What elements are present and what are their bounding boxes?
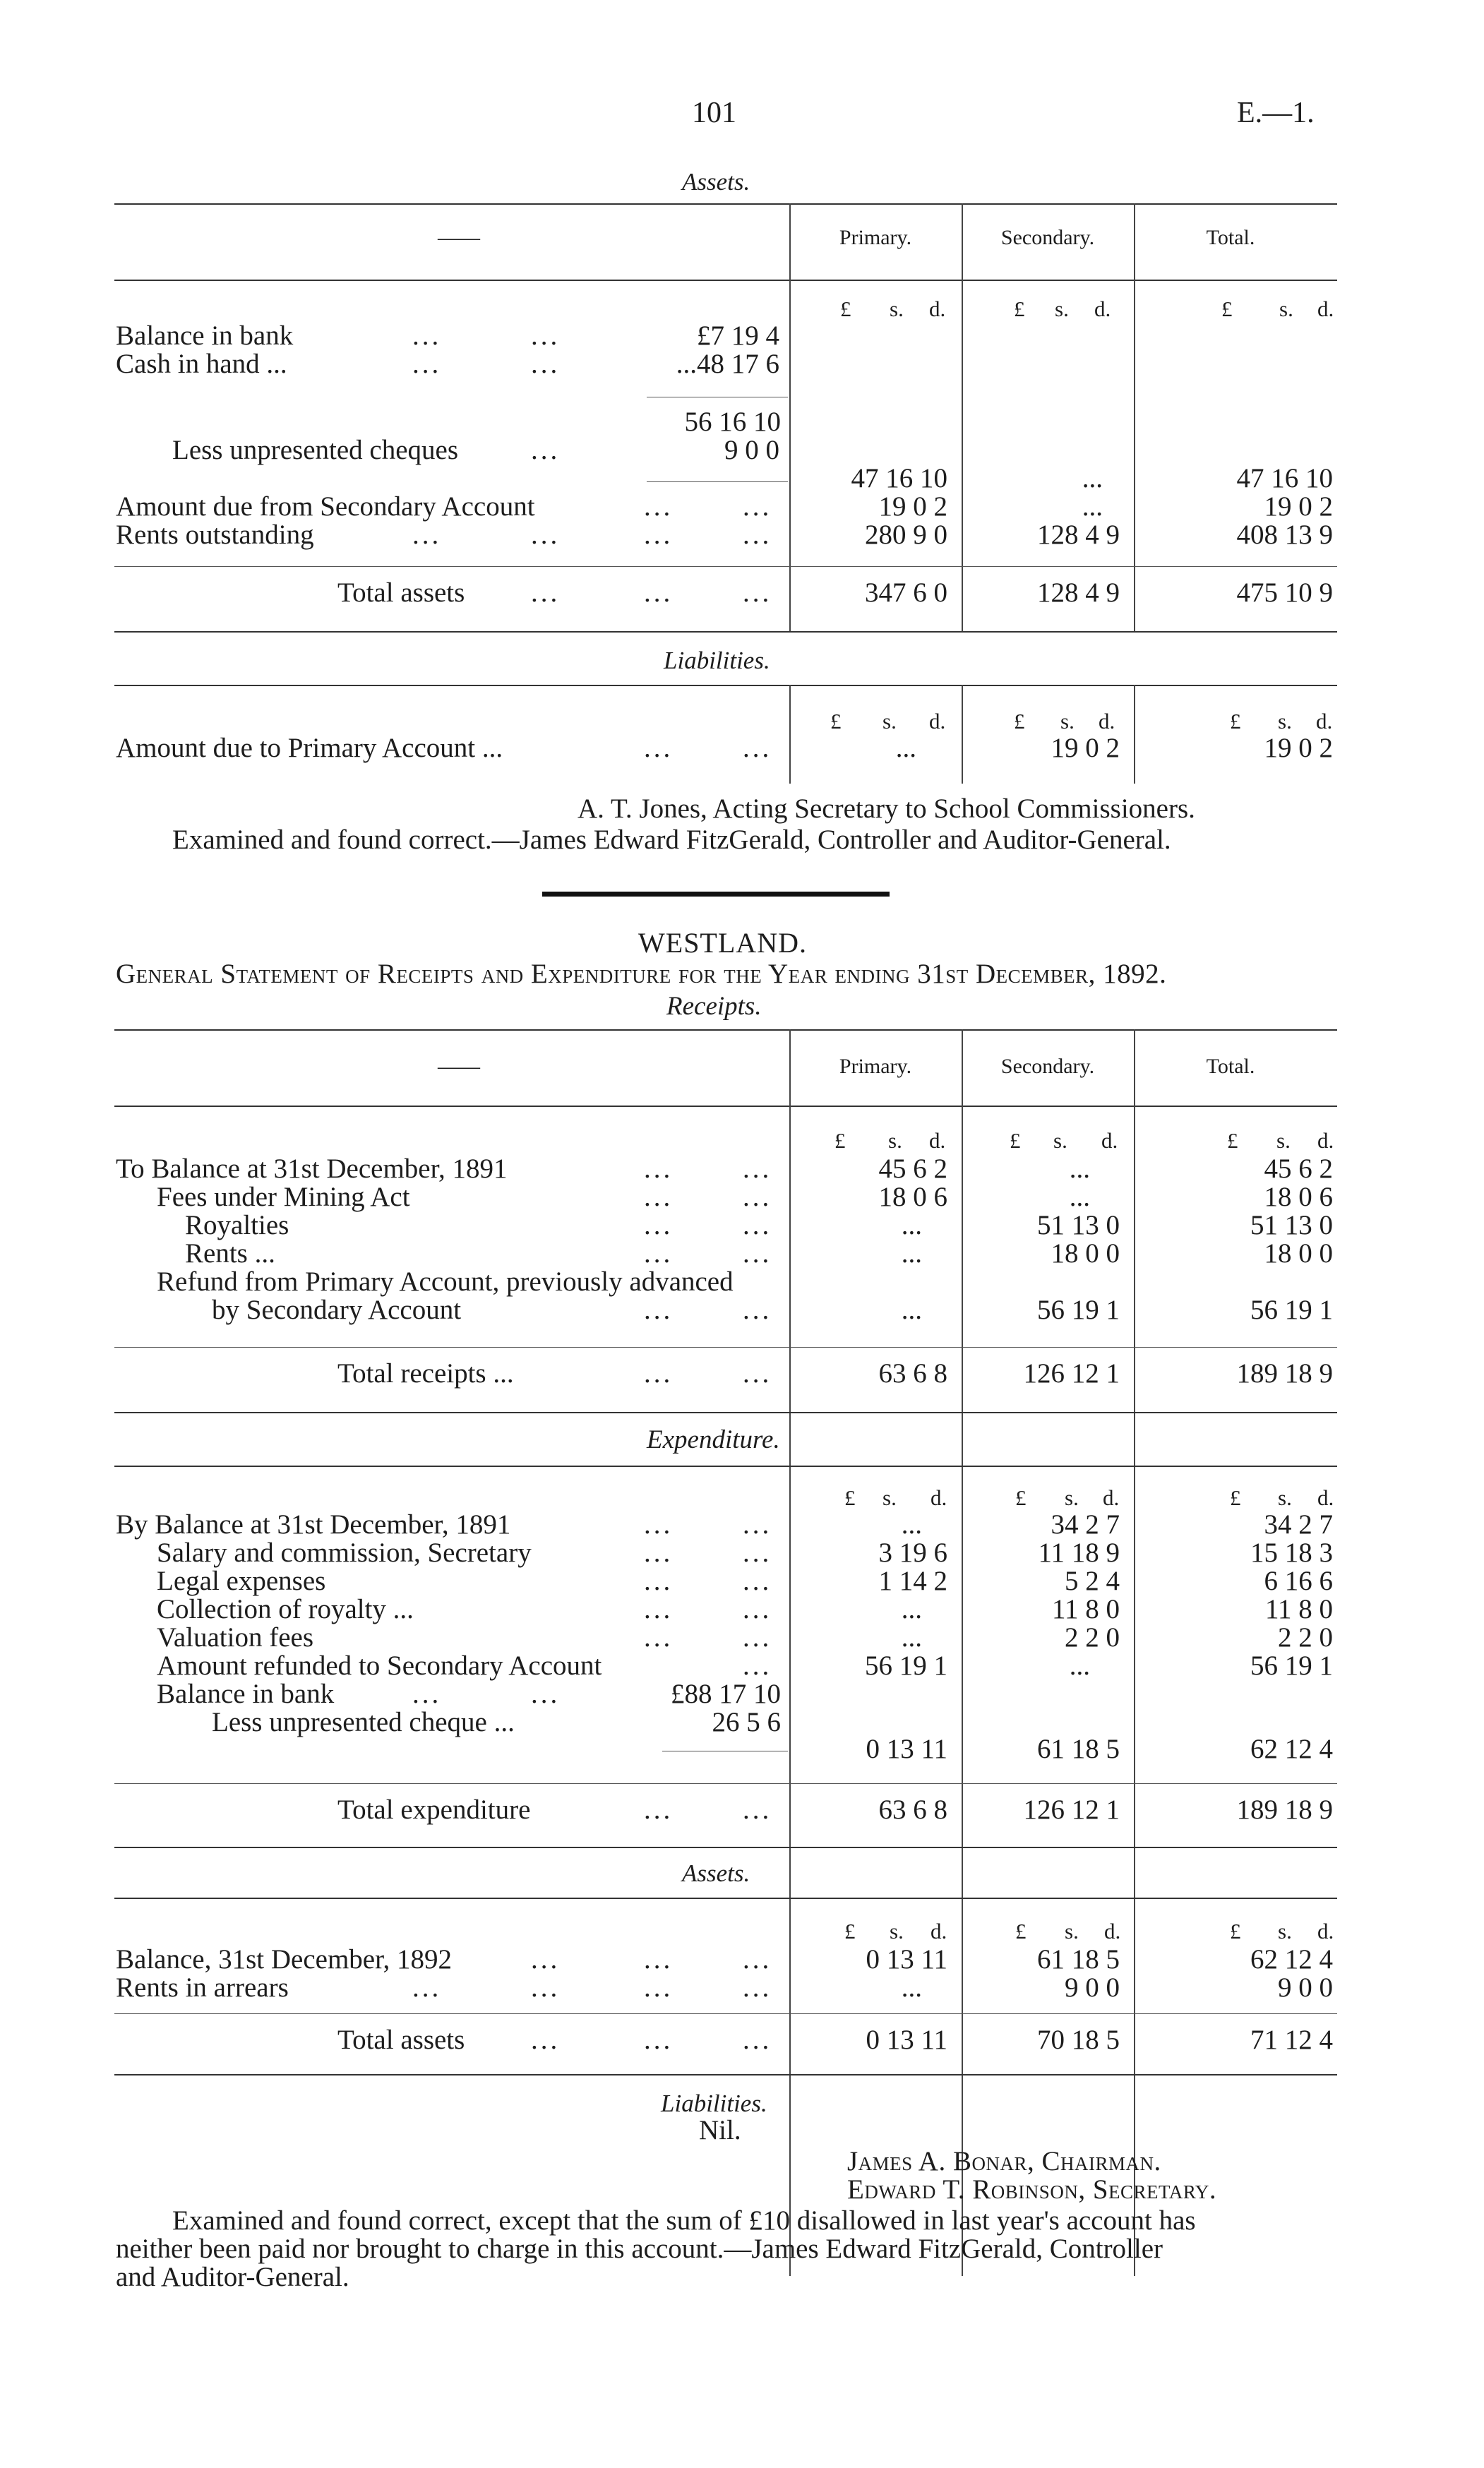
lsd-s: s. xyxy=(1278,1485,1292,1510)
secondary-value: 2 2 0 xyxy=(1065,1622,1120,1653)
inner-amount: 26 5 6 xyxy=(712,1707,781,1737)
primary-value: ... xyxy=(901,1210,922,1240)
rule xyxy=(114,203,1337,205)
column-divider xyxy=(962,685,963,784)
row-label: Collection of royalty ... xyxy=(157,1594,414,1624)
secondary-value: 11 18 9 xyxy=(1038,1538,1120,1568)
total-value: 408 13 9 xyxy=(1236,520,1333,550)
leader-dots: ... xyxy=(644,1295,674,1325)
lsd-d: d. xyxy=(1101,1128,1118,1153)
lsd-d: d. xyxy=(1099,709,1115,733)
inner-amount: 9 0 0 xyxy=(724,435,779,465)
secondary-value: ... xyxy=(1069,1651,1090,1681)
leader-dots: ... xyxy=(743,1651,772,1681)
column-divider xyxy=(1134,1029,1135,2276)
inner-amount: £7 19 4 xyxy=(697,321,779,351)
total-value: 56 19 1 xyxy=(1250,1295,1333,1325)
secretary-signature: Edward T. Robinson, Secretary. xyxy=(847,2174,1217,2205)
row-label: Refund from Primary Account, previously advanced xyxy=(157,1266,734,1297)
col-secondary-header: Secondary. xyxy=(1000,1055,1095,1078)
lsd-pound: £ xyxy=(834,1128,846,1153)
primary-value: ... xyxy=(901,1238,922,1269)
secondary-total: 126 12 1 xyxy=(1023,1358,1120,1389)
leader-dots: ... xyxy=(644,1622,674,1653)
leader-dots: ... xyxy=(743,1972,772,2003)
assets-heading: Assets. xyxy=(682,1859,750,1887)
examined-line: and Auditor-General. xyxy=(116,2262,349,2292)
row-label: Cash in hand ... xyxy=(116,349,287,379)
grand-total: 71 12 4 xyxy=(1250,2025,1333,2055)
leader-dots: ... xyxy=(644,1154,674,1184)
lsd-s: s. xyxy=(1060,709,1075,733)
lsd-s: s. xyxy=(1055,296,1069,321)
lsd-s: s. xyxy=(1276,1128,1291,1153)
examined-line: neither been paid nor brought to charge in this account.—James Edward FitzGerald, Controller xyxy=(116,2234,1163,2264)
primary-value: 3 19 6 xyxy=(878,1538,947,1568)
column-divider xyxy=(789,685,791,784)
primary-value: 18 0 6 xyxy=(878,1182,947,1212)
section-divider xyxy=(542,892,890,897)
secondary-total: 128 4 9 xyxy=(1037,577,1120,608)
primary-total: 63 6 8 xyxy=(878,1795,947,1825)
rule xyxy=(114,631,1337,633)
row-label: Amount refunded to Secondary Account xyxy=(157,1651,602,1681)
total-value: 47 16 10 xyxy=(1236,463,1333,493)
leader-dots: ... xyxy=(743,491,772,522)
column-divider xyxy=(789,203,791,633)
column-divider xyxy=(1134,203,1135,633)
column-divider xyxy=(962,1029,963,2276)
row-label: To Balance at 31st December, 1891 xyxy=(116,1154,508,1184)
lsd-s: s. xyxy=(1065,1485,1079,1510)
liabilities-heading: Liabilities. xyxy=(661,2090,767,2117)
leader-dots: ... xyxy=(644,733,674,763)
primary-value: 0 13 11 xyxy=(866,1734,947,1764)
leader-dots: ... xyxy=(412,520,442,550)
total-value: 51 13 0 xyxy=(1250,1210,1333,1240)
lsd-pound: £ xyxy=(1230,1485,1241,1510)
row-label: Royalties xyxy=(185,1210,289,1240)
leader-dots: ... xyxy=(531,1944,561,1975)
lsd-s: s. xyxy=(1279,296,1293,321)
col-primary-header: Primary. xyxy=(839,1055,912,1078)
total-value: 19 0 2 xyxy=(1264,733,1333,763)
liabilities-nil: Nil. xyxy=(699,2115,741,2145)
leader-dots: ... xyxy=(743,1594,772,1624)
lsd-d: d. xyxy=(1103,1485,1120,1510)
total-value: 6 16 6 xyxy=(1264,1566,1333,1596)
grand-total: 189 18 9 xyxy=(1236,1795,1333,1825)
subtotal-rule xyxy=(647,481,788,482)
lsd-s: s. xyxy=(1053,1128,1067,1153)
secondary-value: 11 8 0 xyxy=(1051,1594,1120,1624)
leader-dots: ... xyxy=(743,1358,772,1389)
secondary-value: 5 2 4 xyxy=(1065,1566,1120,1596)
liabilities-heading: Liabilities. xyxy=(664,647,770,674)
row-label: Balance in bank xyxy=(157,1679,335,1709)
primary-value: 19 0 2 xyxy=(878,491,947,522)
leader-dots: ... xyxy=(743,2025,772,2055)
leader-dots: ... xyxy=(531,2025,561,2055)
lsd-d: d. xyxy=(1094,296,1111,321)
leader-dots: ... xyxy=(531,577,561,608)
secondary-value: 34 2 7 xyxy=(1051,1509,1120,1540)
leader-dots: ... xyxy=(644,1795,674,1825)
chairman-signature: James A. Bonar, Chairman. xyxy=(847,2146,1161,2176)
total-assets-label: Total assets xyxy=(337,2025,465,2055)
lsd-d: d. xyxy=(1104,1919,1121,1943)
leader-dots: ... xyxy=(743,1622,772,1653)
row-label: Salary and commission, Secretary xyxy=(157,1538,532,1568)
leader-dots: ... xyxy=(644,520,674,550)
row-label: Balance in bank xyxy=(116,321,294,351)
total-value: 9 0 0 xyxy=(1278,1972,1333,2003)
row-label: Rents outstanding xyxy=(116,520,314,550)
leader-dots: ... xyxy=(644,1238,674,1269)
total-value: 62 12 4 xyxy=(1250,1734,1333,1764)
primary-value: 45 6 2 xyxy=(878,1154,947,1184)
primary-value: ... xyxy=(901,1295,922,1325)
primary-value: ... xyxy=(895,733,916,763)
leader-dots: ... xyxy=(531,1679,561,1709)
leader-dots: ... xyxy=(743,1944,772,1975)
primary-value: ... xyxy=(901,1594,922,1624)
lsd-s: s. xyxy=(882,1485,897,1510)
page-ref: E.—1. xyxy=(1237,97,1315,129)
lsd-pound: £ xyxy=(1221,296,1233,321)
dash-header: —— xyxy=(438,226,480,249)
total-value: 18 0 6 xyxy=(1264,1182,1333,1212)
primary-total: 347 6 0 xyxy=(865,577,947,608)
lsd-pound: £ xyxy=(840,296,851,321)
primary-value: ... xyxy=(901,1972,922,2003)
lsd-d: d. xyxy=(929,709,946,733)
leader-dots: ... xyxy=(743,577,772,608)
lsd-pound: £ xyxy=(1014,296,1025,321)
leader-dots: ... xyxy=(644,1594,674,1624)
inner-amount: £88 17 10 xyxy=(671,1679,781,1709)
rule xyxy=(114,1106,1337,1107)
rule xyxy=(114,1029,1337,1031)
leader-dots: ... xyxy=(412,1972,442,2003)
row-label: Rents in arrears xyxy=(116,1972,289,2003)
lsd-d: d. xyxy=(1317,1485,1334,1510)
lsd-d: d. xyxy=(929,296,946,321)
secondary-value: 51 13 0 xyxy=(1037,1210,1120,1240)
rule xyxy=(114,1847,1337,1848)
leader-dots: ... xyxy=(743,1238,772,1269)
row-label: Legal expenses xyxy=(157,1566,326,1596)
secondary-value: ... xyxy=(1069,1182,1090,1212)
receipts-heading: Receipts. xyxy=(666,992,762,1021)
lsd-s: s. xyxy=(890,1919,904,1943)
leader-dots: ... xyxy=(644,1182,674,1212)
grand-total: 189 18 9 xyxy=(1236,1358,1333,1389)
rule xyxy=(114,1412,1337,1413)
total-value: 18 0 0 xyxy=(1264,1238,1333,1269)
total-value: 11 8 0 xyxy=(1264,1594,1333,1624)
column-divider xyxy=(962,203,963,633)
inner-subtotal: 56 16 10 xyxy=(684,407,781,437)
row-label: Less unpresented cheques xyxy=(172,435,459,465)
lsd-pound: £ xyxy=(1014,709,1025,733)
section-title: WESTLAND. xyxy=(638,927,807,959)
rule xyxy=(114,566,1337,567)
rule xyxy=(114,280,1337,281)
col-secondary-header: Secondary. xyxy=(1000,226,1095,249)
total-value: 56 19 1 xyxy=(1250,1651,1333,1681)
total-value: 45 6 2 xyxy=(1264,1154,1333,1184)
leader-dots: ... xyxy=(644,1509,674,1540)
lsd-s: s. xyxy=(888,1128,902,1153)
leader-dots: ... xyxy=(743,1210,772,1240)
leader-dots: ... xyxy=(743,1295,772,1325)
lsd-s: s. xyxy=(1278,1919,1292,1943)
secondary-value: ... xyxy=(1082,491,1103,522)
primary-value: ... xyxy=(901,1622,922,1653)
row-label: Rents ... xyxy=(185,1238,275,1269)
row-label: Amount due to Primary Account ... xyxy=(116,733,503,763)
lsd-d: d. xyxy=(1316,709,1333,733)
total-value: 19 0 2 xyxy=(1264,491,1333,522)
rule xyxy=(114,2013,1337,2014)
leader-dots: ... xyxy=(743,733,772,763)
assets-heading: Assets. xyxy=(682,168,750,196)
total-assets-label: Total assets xyxy=(337,577,465,608)
leader-dots: ... xyxy=(644,1944,674,1975)
lsd-s: s. xyxy=(882,709,897,733)
secondary-value: 61 18 5 xyxy=(1037,1734,1120,1764)
rule xyxy=(114,1347,1337,1348)
lsd-d: d. xyxy=(931,1919,947,1943)
leader-dots: ... xyxy=(644,2025,674,2055)
row-label: Fees under Mining Act xyxy=(157,1182,410,1212)
page-number: 101 xyxy=(692,97,736,129)
lsd-pound: £ xyxy=(1227,1128,1238,1153)
column-divider xyxy=(789,1029,791,2276)
rule xyxy=(114,2074,1337,2075)
primary-value: 56 19 1 xyxy=(865,1651,947,1681)
lsd-pound: £ xyxy=(1010,1128,1021,1153)
leader-dots: ... xyxy=(531,321,561,351)
lsd-d: d. xyxy=(931,1485,947,1510)
primary-value: 47 16 10 xyxy=(851,463,947,493)
rule xyxy=(114,685,1337,686)
rule xyxy=(114,1898,1337,1899)
col-total-header: Total. xyxy=(1206,226,1255,249)
row-label: By Balance at 31st December, 1891 xyxy=(116,1509,511,1540)
secondary-value: 9 0 0 xyxy=(1065,1972,1120,2003)
primary-value: 1 14 2 xyxy=(878,1566,947,1596)
primary-total: 0 13 11 xyxy=(866,2025,947,2055)
grand-total: 475 10 9 xyxy=(1236,577,1333,608)
leader-dots: ... xyxy=(412,1679,442,1709)
total-value: 34 2 7 xyxy=(1264,1509,1333,1540)
secondary-value: 128 4 9 xyxy=(1037,520,1120,550)
leader-dots: ... xyxy=(743,520,772,550)
leader-dots: ... xyxy=(644,491,674,522)
total-value: 2 2 0 xyxy=(1278,1622,1333,1653)
section-subtitle: General Statement of Receipts and Expenditure for the Year ending 31st December, 1892. xyxy=(116,959,1167,989)
primary-value: 0 13 11 xyxy=(866,1944,947,1975)
rule xyxy=(114,1466,1337,1467)
leader-dots: ... xyxy=(743,1538,772,1568)
expenditure-heading: Expenditure. xyxy=(647,1425,780,1454)
secondary-value: 19 0 2 xyxy=(1051,733,1120,763)
lsd-pound: £ xyxy=(1015,1485,1027,1510)
primary-value: ... xyxy=(901,1509,922,1540)
leader-dots: ... xyxy=(644,577,674,608)
examined-line: Examined and found correct.—James Edward FitzGerald, Controller and Auditor-General. xyxy=(172,825,1171,855)
lsd-pound: £ xyxy=(844,1485,856,1510)
lsd-d: d. xyxy=(929,1128,946,1153)
col-primary-header: Primary. xyxy=(839,226,912,249)
row-label: Less unpresented cheque ... xyxy=(212,1707,515,1737)
leader-dots: ... xyxy=(412,321,442,351)
lsd-d: d. xyxy=(1317,1919,1334,1943)
column-divider xyxy=(1134,685,1135,784)
signature-line: A. T. Jones, Acting Secretary to School Commissioners. xyxy=(578,793,1195,824)
leader-dots: ... xyxy=(743,1509,772,1540)
secondary-value: 18 0 0 xyxy=(1051,1238,1120,1269)
row-label: Valuation fees xyxy=(157,1622,314,1653)
total-receipts-label: Total receipts ... xyxy=(337,1358,514,1389)
lsd-pound: £ xyxy=(1230,709,1241,733)
lsd-pound: £ xyxy=(1230,1919,1241,1943)
row-label: Amount due from Secondary Account xyxy=(116,491,535,522)
lsd-pound: £ xyxy=(844,1919,856,1943)
total-expenditure-label: Total expenditure xyxy=(337,1795,531,1825)
leader-dots: ... xyxy=(644,1566,674,1596)
lsd-s: s. xyxy=(1278,709,1292,733)
secondary-value: 56 19 1 xyxy=(1037,1295,1120,1325)
leader-dots: ... xyxy=(743,1795,772,1825)
leader-dots: ... xyxy=(644,1538,674,1568)
lsd-d: d. xyxy=(1317,1128,1334,1153)
leader-dots: ... xyxy=(743,1154,772,1184)
lsd-pound: £ xyxy=(830,709,842,733)
inner-amount: ...48 17 6 xyxy=(676,349,779,379)
secondary-value: ... xyxy=(1082,463,1103,493)
secondary-value: ... xyxy=(1069,1154,1090,1184)
lsd-pound: £ xyxy=(1015,1919,1027,1943)
lsd-s: s. xyxy=(890,296,904,321)
primary-value: 280 9 0 xyxy=(865,520,947,550)
lsd-s: s. xyxy=(1065,1919,1079,1943)
dash-header: —— xyxy=(438,1055,480,1078)
leader-dots: ... xyxy=(644,1210,674,1240)
secondary-total: 70 18 5 xyxy=(1037,2025,1120,2055)
leader-dots: ... xyxy=(743,1566,772,1596)
leader-dots: ... xyxy=(644,1972,674,2003)
col-total-header: Total. xyxy=(1206,1055,1255,1078)
total-value: 15 18 3 xyxy=(1250,1538,1333,1568)
leader-dots: ... xyxy=(531,520,561,550)
leader-dots: ... xyxy=(531,349,561,379)
leader-dots: ... xyxy=(644,1358,674,1389)
leader-dots: ... xyxy=(531,435,561,465)
row-label: Balance, 31st December, 1892 xyxy=(116,1944,453,1975)
leader-dots: ... xyxy=(531,1972,561,2003)
secondary-value: 61 18 5 xyxy=(1037,1944,1120,1975)
total-value: 62 12 4 xyxy=(1250,1944,1333,1975)
examined-line: Examined and found correct, except that the sum of £10 disallowed in last year's account has xyxy=(172,2205,1196,2236)
lsd-d: d. xyxy=(1317,296,1334,321)
row-label: by Secondary Account xyxy=(212,1295,462,1325)
secondary-total: 126 12 1 xyxy=(1023,1795,1120,1825)
primary-total: 63 6 8 xyxy=(878,1358,947,1389)
leader-dots: ... xyxy=(743,1182,772,1212)
leader-dots: ... xyxy=(412,349,442,379)
rule xyxy=(114,1783,1337,1784)
